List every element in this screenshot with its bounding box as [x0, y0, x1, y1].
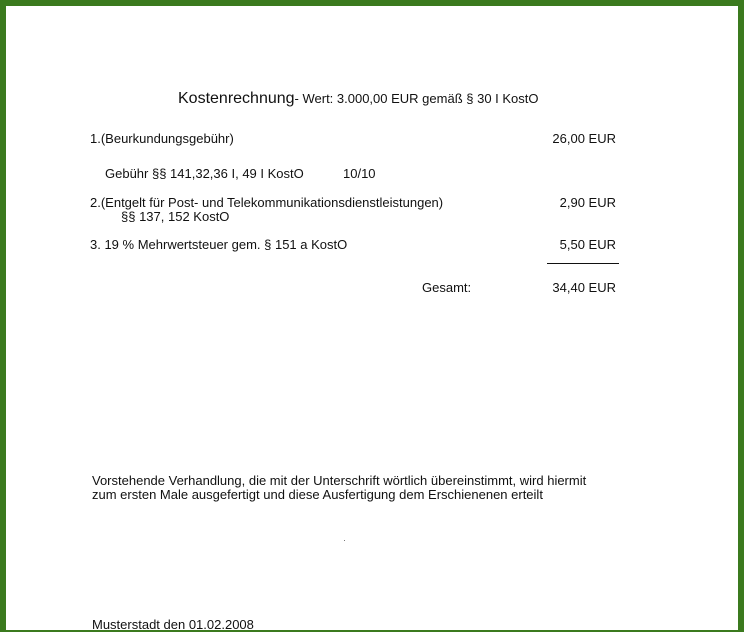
item-3-label: 3. 19 % Mehrwertsteuer gem. § 151 a KostO — [90, 237, 348, 252]
document-page — [6, 6, 738, 630]
document-title-line — [178, 90, 539, 108]
item-1-amount: 26,00 EUR — [552, 131, 616, 146]
document-title-suffix: - Wert: 3.000,00 EUR gemäß § 30 I KostO — [294, 91, 539, 106]
item-3-amount: 5,50 EUR — [559, 237, 616, 252]
document-title: Kostenrechnung — [178, 90, 295, 107]
total-divider — [547, 263, 619, 264]
total-label: Gesamt: — [422, 280, 472, 295]
certification-line-1: Vorstehende Verhandlung, die mit der Unterschrift wörtlich übereinstimmt, wird hiermit — [92, 473, 587, 488]
place-date: Musterstadt den 01.02.2008 — [92, 617, 254, 632]
signature-mark — [344, 540, 345, 541]
certification-line-2: zum ersten Male ausgefertigt und diese Ausfertigung dem Erschienenen erteilt — [92, 487, 543, 502]
total-amount: 34,40 EUR — [552, 280, 616, 295]
item-2-label: 2.(Entgelt für Post- und Telekommunikationsdienstleistungen) — [90, 195, 444, 210]
item-1-fraction: 10/10 — [343, 166, 376, 181]
item-2-amount: 2,90 EUR — [559, 195, 616, 210]
item-1-label: 1.(Beurkundungsgebühr) — [90, 131, 234, 146]
item-1-detail: Gebühr §§ 141,32,36 I, 49 I KostO — [105, 166, 304, 181]
item-2-detail: §§ 137, 152 KostO — [121, 209, 230, 224]
